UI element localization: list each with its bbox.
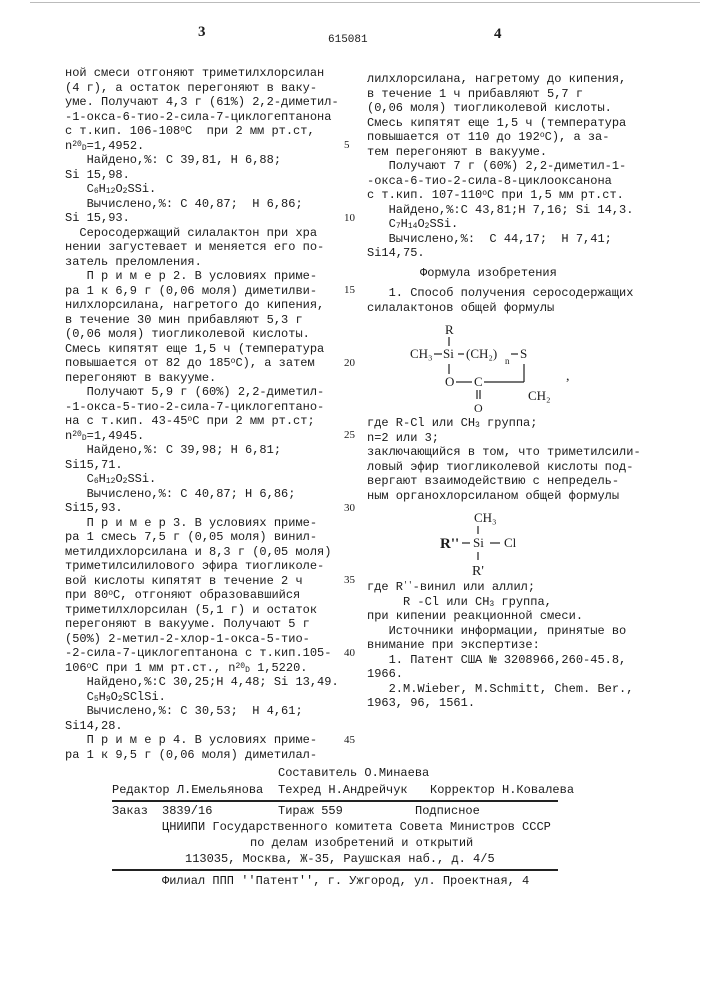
text-segment: -винил или аллил; [413,580,535,594]
text-segment: С, отгоняют образовавшийся [113,588,300,602]
text-segment: о [108,589,113,598]
text-line: n=2 или 3; [367,431,641,446]
text-segment: 14 [408,222,418,231]
claim-body [367,416,641,503]
text-line: (4 г), а остаток перегоняют в ваку- [65,81,339,96]
text-line: Найдено,%: С 39,81, Н 6,88; [65,153,339,168]
text-segment: о [180,125,185,134]
text-segment: n [65,429,72,443]
text-segment: O [115,472,122,486]
text-line: триметилхлорсилан (5,1 г) и остаток [65,603,339,618]
text-segment: H [99,472,106,486]
text-segment: 2 [123,187,128,196]
text-segment: на с т.кип. 43-45 [65,414,187,428]
text-line [65,661,339,676]
text-line [65,356,339,371]
text-line: Si15,71. [65,458,339,473]
text-line [367,217,633,232]
text-segment: 1,5220. [250,661,308,675]
text-segment: R -Cl или CH [367,595,489,609]
text-segment: SSi. [429,217,458,231]
text-line: ловый эфир тиогликолевой кислоты под- [367,460,641,475]
text-line [65,690,339,705]
text-line: Найдено,%: С 39,98; Н 6,81; [65,443,339,458]
text-line: Вычислено,%: С 40,87; Н 6,86; [65,487,339,502]
text-line: ра 1 смесь 7,5 г (0,05 моля) винил- [65,530,339,545]
line-number: 25 [344,429,355,442]
text-line: в течение 1 ч прибавляют 5,7 г [367,87,633,102]
text-line: триметилсилилового эфира тиогликоле- [65,559,339,574]
text-segment: 20 [72,140,82,149]
text-segment: H [401,217,408,231]
line-number: 45 [344,734,355,747]
text-segment: С при 1 мм рт.ст., n [91,661,235,675]
line-number: 35 [344,574,355,587]
text-line: Смесь кипятят еще 1,5 ч (температура [65,342,339,357]
text-segment: 7 [396,222,401,231]
line-number: 40 [344,647,355,660]
text-segment: 2 [118,695,123,704]
techred: Техред Н.Андрейчук [278,783,408,797]
text-line: 1963, 96, 1561. [367,696,633,711]
text-segment: 6 [94,477,99,486]
text-line: Si14,75. [367,246,633,261]
text-segment: 5 [94,695,99,704]
text-line: -2-сила-7-циклогептанона с т.кип.105- [65,646,339,661]
text-line: в течение 30 мин прибавляют 5,3 г [65,313,339,328]
divider [112,869,558,871]
text-segment: С), а затем [235,356,314,370]
text-segment: о [231,357,236,366]
text-line: метилдихлорсилана и 8,3 г (0,05 моля) [65,545,339,560]
claim-definitions-and-sources [367,580,633,711]
formula-atom: R' [472,564,484,578]
text-line: П р и м е р 2. В условиях приме- [65,269,339,284]
right-column-continuation [367,72,633,261]
text-segment: SClSi. [123,690,166,704]
text-segment: группа, [494,595,552,609]
text-segment: D [245,666,250,675]
page-number-left: 3 [198,24,206,41]
order-number: 3839/16 [162,804,212,818]
formula-atom: Si [443,346,454,361]
subscription: Подписное [415,804,480,818]
text-line: (0,06 моля) тиогликолевой кислоты. [367,101,633,116]
text-line: Найдено,%:С 43,81;Н 7,16; Si 14,3. [367,203,633,218]
text-segment: SSi. [127,182,156,196]
text-segment: O [111,690,118,704]
text-line: (50%) 2-метил-2-хлор-1-окса-5-тио- [65,632,339,647]
text-line [65,139,339,154]
structural-formula-1 [410,318,580,414]
text-line: заключающийся в том, что триметилсили- [367,445,641,460]
compiler: Составитель О.Минаева [278,766,429,780]
text-segment: H [99,690,106,704]
text-segment: C [65,472,94,486]
text-line: 2.M.Wieber, M.Schmitt, Chem. Ber., [367,682,633,697]
corrector: Корректор Н.Ковалева [430,783,574,797]
text-segment: =1,4945. [87,429,145,443]
text-segment: С при 2 мм рт.ст, [185,124,315,138]
claims-heading: Формула изобретения [420,266,557,280]
text-line: 1966. [367,667,633,682]
text-line: Вычислено,%: С 30,53; Н 4,61; [65,704,339,719]
text-segment: группа; [480,416,538,430]
page-number-right: 4 [494,26,502,43]
divider [112,800,558,802]
text-line: силалактонов общей формулы [367,301,633,316]
text-segment: 2 [123,477,128,486]
formula-atom: (CH₂) [466,346,497,361]
text-segment: повышается от 110 до 192 [367,130,540,144]
text-line: П р и м е р 3. В условиях приме- [65,516,339,531]
text-line: Источники информации, принятые во [367,624,633,639]
text-segment: C [367,217,396,231]
text-segment: 12 [106,477,116,486]
document-number: 615081 [328,34,368,46]
line-number: 5 [344,139,350,152]
text-segment: где R [367,580,403,594]
text-segment: C [65,182,94,196]
formula-atom: CH₃ [474,510,497,525]
order-label: Заказ [112,804,148,818]
formula-subscript: n [505,356,510,366]
text-line: лилхлорсилана, нагретому до кипения, [367,72,633,87]
text-line [367,416,641,431]
text-line: 1. Способ получения серосодержащих [367,286,633,301]
formula-atom: R [445,322,454,337]
text-segment: D [82,434,87,443]
circulation: Тираж 559 [278,804,343,818]
line-number: 10 [344,212,355,225]
text-segment: n [65,139,72,153]
claim-intro [367,286,633,315]
text-line [367,580,633,595]
formula-atom: O [474,401,483,414]
text-line: вергают взаимодействию с непредель- [367,474,641,489]
text-segment: С при 1,5 мм рт.ст. [487,188,624,202]
text-line: Вычислено,%: С 40,87; Н 6,86; [65,197,339,212]
formula-atom: S [520,346,527,361]
text-line: перегоняют в вакууме. Получают 5 г [65,617,339,632]
text-segment: 12 [106,187,116,196]
organization-department: по делам изобретений и открытий [250,836,473,850]
text-line: затель преломления. [65,255,339,270]
editor: Редактор Л.Емельянова [112,783,263,797]
text-segment: с т.кип. 106-108 [65,124,180,138]
text-line: ным органохлорсиланом общей формулы [367,489,641,504]
text-line: внимание при экспертизе: [367,638,633,653]
text-segment: 9 [106,695,111,704]
text-segment: O [115,182,122,196]
line-number: 15 [344,284,355,297]
text-segment: где R-Cl или CH [367,416,475,430]
text-segment: о [187,415,192,424]
text-line [65,429,339,444]
branch: Филиал ППП ''Патент'', г. Ужгород, ул. Проектная, 4 [162,874,529,888]
formula-comma: , [566,369,570,384]
text-segment: при 80 [65,588,108,602]
text-line: ра 1 к 6,9 г (0,06 моля) диметилви- [65,284,339,299]
text-segment: O [417,217,424,231]
text-line: вой кислоты кипятят в течение 2 ч [65,574,339,589]
text-line: уме. Получают 4,3 г (61%) 2,2-диметил- [65,95,339,110]
text-segment: SSi. [127,472,156,486]
text-segment: 20 [72,430,82,439]
text-line: Смесь кипятят еще 1,5 ч (температура [367,116,633,131]
text-line [65,472,339,487]
text-segment: повышается от 82 до 185 [65,356,231,370]
text-line: ной смеси отгоняют триметилхлорсилан [65,66,339,81]
left-column [65,66,339,762]
text-segment: =1,4952. [87,139,145,153]
text-line: при кипении реакционной смеси. [367,609,633,624]
formula-atom: O [445,374,454,389]
organization: ЦНИИПИ Государственного комитета Совета Министров СССР [162,820,551,834]
text-line: -1-окса-5-тио-2-сила-7-циклогептано- [65,400,339,415]
top-border [30,2,700,3]
text-segment: '' [403,581,413,590]
text-line [367,188,633,203]
text-line: -окса-6-тио-2-сила-8-циклооксанона [367,174,633,189]
text-line: перегоняют в вакууме. [65,371,339,386]
text-line [367,130,633,145]
text-segment: C [65,690,94,704]
formula-atom: CH₃ [410,346,433,361]
text-segment: о [540,131,545,140]
text-segment: 3 [475,421,480,430]
text-line: (0,06 моля) тиогликолевой кислоты. [65,327,339,342]
formula-atom: C [474,374,483,389]
text-segment: H [99,182,106,196]
text-line: Получают 5,9 г (60%) 2,2-диметил- [65,385,339,400]
text-segment: D [82,144,87,153]
line-number: 30 [344,502,355,515]
formula-atom: CH₂ [528,388,551,403]
text-line: 1. Патент США № 3208966,260-45.8, [367,653,633,668]
formula-atom: R'' [440,536,459,552]
text-line [65,182,339,197]
text-segment: о [482,189,487,198]
text-segment: с т.кип. 107-110 [367,188,482,202]
text-line: Si14,28. [65,719,339,734]
text-line [65,124,339,139]
text-line: нилхлорсилана, нагретого до кипения, [65,298,339,313]
text-line: нении загустевает и меняется его по- [65,240,339,255]
text-line: Найдено,%:С 30,25;Н 4,48; Si 13,49. [65,675,339,690]
text-segment: С при 2 мм рт.ст; [192,414,314,428]
address: 113035, Москва, Ж-35, Раушская наб., д. 4/5 [185,852,495,866]
formula-atom: Cl [504,535,517,550]
text-line: П р и м е р 4. В условиях приме- [65,733,339,748]
text-segment: 2 [425,222,430,231]
formula-atom: Si [473,535,484,550]
text-line: Вычислено,%: С 44,17; Н 7,41; [367,232,633,247]
text-line: Серосодержащий силалактон при хра [65,226,339,241]
text-segment: 6 [94,187,99,196]
text-line: тем перегоняют в вакууме. [367,145,633,160]
text-line: Si15,93. [65,501,339,516]
line-number: 20 [344,357,355,370]
text-line [367,595,633,610]
structural-formula-2 [440,506,550,578]
text-line: ра 1 к 9,5 г (0,06 моля) диметилал- [65,748,339,763]
text-segment: 3 [489,600,494,609]
text-segment: 106 [65,661,87,675]
text-segment: С), а за- [545,130,610,144]
text-line [65,414,339,429]
text-line: Получают 7 г (60%) 2,2-диметил-1- [367,159,633,174]
text-line: Si 15,98. [65,168,339,183]
text-line: -1-окса-6-тио-2-сила-7-циклогептанона [65,110,339,125]
text-line: Si 15,93. [65,211,339,226]
text-line [65,588,339,603]
text-segment: 20 [235,662,245,671]
text-segment: о [87,662,92,671]
